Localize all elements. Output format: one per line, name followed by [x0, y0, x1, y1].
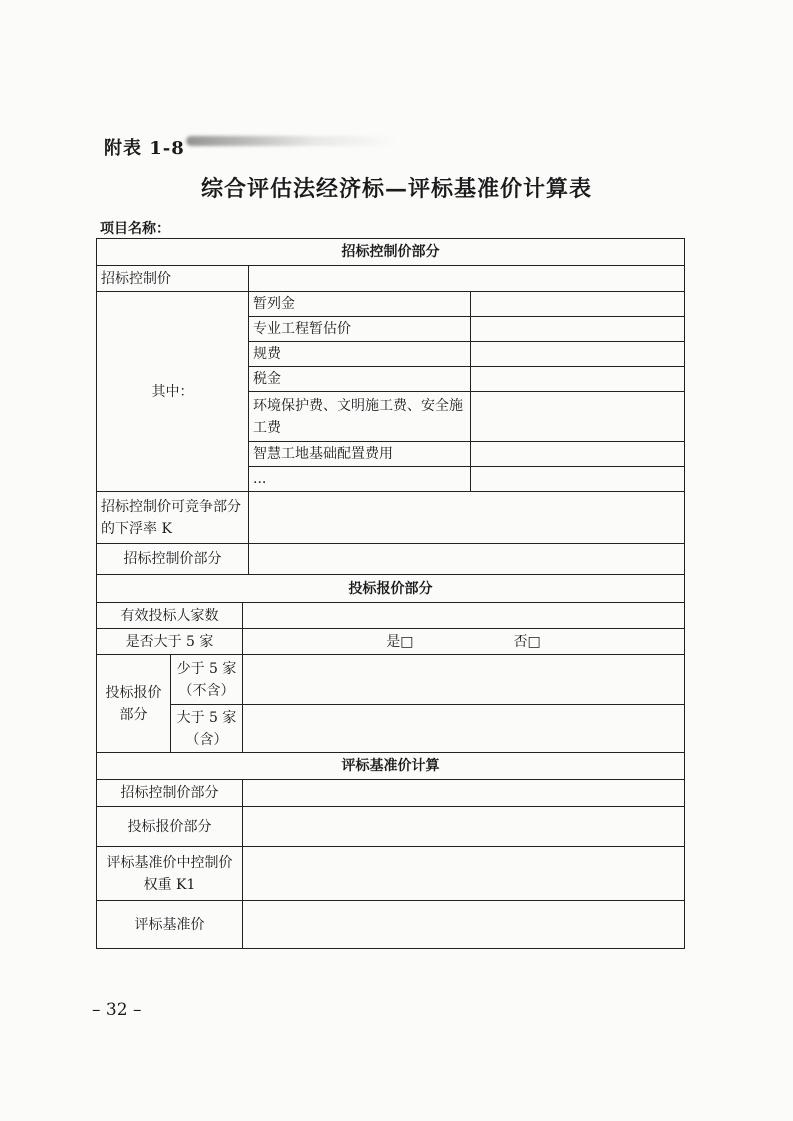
table-row — [97, 492, 685, 544]
table-row — [97, 780, 685, 807]
page-title: 综合评估法经济标—评标基准价计算表 — [200, 176, 592, 202]
control-part-label: 招标控制价部分 — [97, 544, 249, 575]
table-row — [97, 292, 685, 317]
benchmark-control-part-label: 招标控制价部分 — [97, 780, 243, 807]
valid-bidders-value-cell[interactable] — [243, 603, 685, 629]
control-price-value-cell[interactable] — [249, 266, 685, 292]
yes-checkbox[interactable]: 是□ — [386, 633, 414, 650]
section-header-row — [97, 239, 685, 266]
page-number: – 32 – — [92, 1000, 142, 1020]
control-price-label: 招标控制价 — [97, 266, 249, 292]
bid-section-heading: 投标报价部分 — [97, 575, 685, 603]
item-value-cell[interactable] — [471, 342, 685, 367]
item-label: 暂列金 — [249, 292, 471, 317]
control-price-section-heading: 招标控制价部分 — [97, 239, 685, 266]
item-label: 专业工程暂估价 — [249, 317, 471, 342]
benchmark-price-value-cell[interactable] — [243, 901, 685, 949]
including-label: 其中： — [97, 292, 249, 492]
table-row — [97, 655, 685, 705]
item-value-cell[interactable] — [471, 367, 685, 392]
valid-bidders-label: 有效投标人家数 — [97, 603, 243, 629]
benchmark-price-table — [96, 238, 685, 949]
weight-k1-label: 评标基准价中控制价权重 K1 — [97, 847, 243, 901]
item-value-cell[interactable] — [471, 292, 685, 317]
no-checkbox[interactable]: 否□ — [513, 633, 541, 650]
benchmark-bid-part-value-cell[interactable] — [243, 807, 685, 847]
less-than-five-label: 少于 5 家（不含） — [171, 655, 243, 705]
table-row — [97, 603, 685, 629]
item-label: 环境保护费、文明施工费、安全施工费 — [249, 392, 471, 442]
item-value-cell[interactable] — [471, 467, 685, 492]
appendix-label: 附表 1-8 — [104, 138, 185, 159]
item-label: ... — [249, 467, 471, 492]
more-than-five-value-cell[interactable] — [243, 705, 685, 753]
table-row — [97, 847, 685, 901]
float-rate-label: 招标控制价可竞争部分的下浮率 K — [97, 492, 249, 544]
control-part-value-cell[interactable] — [249, 544, 685, 575]
table-row — [97, 266, 685, 292]
weight-k1-value-cell[interactable] — [243, 847, 685, 901]
more-than-five-inclusive-label: 大于 5 家（含） — [171, 705, 243, 753]
table-row — [97, 544, 685, 575]
table-row — [97, 629, 685, 655]
benchmark-bid-part-label: 投标报价部分 — [97, 807, 243, 847]
benchmark-section-heading: 评标基准价计算 — [97, 753, 685, 780]
bid-part-label: 投标报价部分 — [97, 655, 171, 753]
float-rate-value-cell[interactable] — [249, 492, 685, 544]
project-name-label: 项目名称： — [100, 221, 170, 237]
table-row — [97, 705, 685, 753]
item-label: 智慧工地基础配置费用 — [249, 442, 471, 467]
item-value-cell[interactable] — [471, 392, 685, 442]
item-label: 税金 — [249, 367, 471, 392]
more-than-five-label: 是否大于 5 家 — [97, 629, 243, 655]
benchmark-price-label: 评标基准价 — [97, 901, 243, 949]
scan-smudge — [186, 136, 396, 146]
table-row — [97, 807, 685, 847]
benchmark-control-part-value-cell[interactable] — [243, 780, 685, 807]
item-value-cell[interactable] — [471, 442, 685, 467]
less-than-five-value-cell[interactable] — [243, 655, 685, 705]
item-label: 规费 — [249, 342, 471, 367]
item-value-cell[interactable] — [471, 317, 685, 342]
table-row — [97, 901, 685, 949]
section-header-row — [97, 753, 685, 780]
section-header-row — [97, 575, 685, 603]
yes-no-options-cell — [243, 629, 685, 655]
